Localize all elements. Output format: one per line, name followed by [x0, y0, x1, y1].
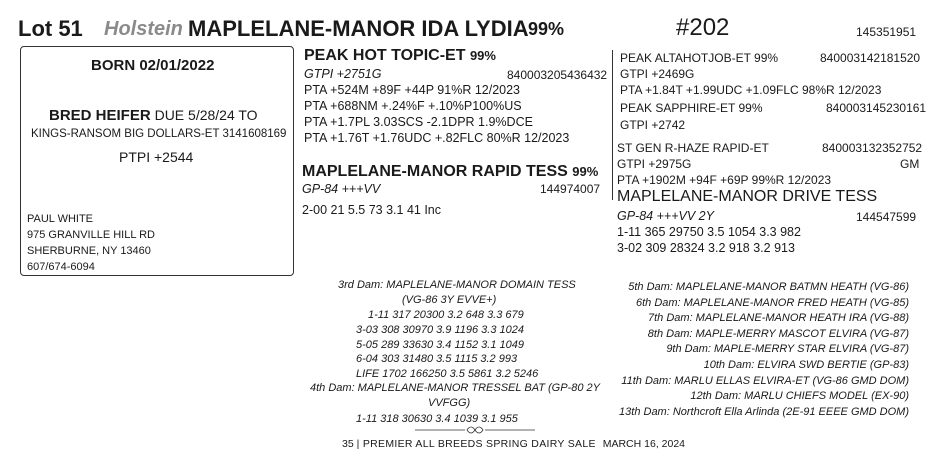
later-dams-list	[619, 280, 909, 420]
fourth-dam-classification: VVFGG)	[428, 397, 471, 409]
sire-gtpi: GTPI +2751G	[304, 67, 382, 81]
birth-date: BORN 02/01/2022	[91, 57, 215, 74]
owner-city: SHERBURNE, NY 13460	[27, 245, 151, 257]
dam-sire-reg: 840003132352752	[822, 141, 923, 155]
dam-ancestor: 11th Dam: MARLU ELLAS ELVIRA-ET (VG-86 GMD DOM)	[621, 374, 909, 387]
dam-sire-name: ST GEN R-HAZE RAPID-ET	[617, 141, 769, 155]
breed: Holstein	[104, 18, 183, 40]
granddam-name: MAPLELANE-MANOR DRIVE TESS	[617, 188, 878, 205]
due-date: DUE 5/28/24 TO	[154, 107, 258, 123]
dam-reg: 144974007	[540, 182, 601, 196]
dam-ancestor: 10th Dam: ELVIRA SWD BERTIE (GP-83)	[703, 358, 909, 371]
owner-name: PAUL WHITE	[27, 213, 94, 225]
animal-percent: 99%	[528, 19, 565, 39]
sire-pta-line: PTA +1.76T +1.76UDC +.82FLC 80%R 12/2023	[304, 131, 570, 145]
third-dam-classification: (VG-86 3Y EVVE+)	[402, 294, 497, 306]
animal-name: MAPLELANE-MANOR IDA LYDIA	[188, 16, 529, 41]
third-dam-name: 3rd Dam: MAPLELANE-MANOR DOMAIN TESS	[338, 279, 576, 291]
ornament-divider	[415, 423, 535, 437]
stall-number: #202	[676, 14, 730, 41]
sire-pta-line: PTA +1.7PL 3.03SCS -2.1DPR 1.9%DCE	[304, 115, 533, 129]
lot-number: Lot 51	[18, 16, 83, 41]
sire-pta-line: PTA +524M +89F +44P 91%R 12/2023	[304, 83, 521, 97]
sire-sire-pta: PTA +1.84T +1.99UDC +1.09FLC 98%R 12/2023	[620, 83, 882, 97]
sale-name: | PREMIER ALL BREEDS SPRING DAIRY SALE	[356, 438, 596, 450]
dam-record: 2-00 21 5.5 73 3.1 41 Inc	[302, 203, 441, 217]
dam-ancestor: 9th Dam: MAPLE-MERRY STAR ELVIRA (VG-87)	[666, 343, 909, 356]
sire-dam-reg: 840003145230161	[826, 101, 927, 115]
sire-reg: 840003205436432	[507, 68, 608, 82]
registration-number: 145351951	[856, 25, 917, 39]
ptpi: PTPI +2544	[119, 149, 194, 165]
bred-status	[49, 107, 258, 124]
sire-name: PEAK HOT TOPIC-ET 99%	[304, 47, 496, 64]
dam-sire-gtpi: GTPI +2975G	[617, 157, 692, 171]
pedigree-divider	[612, 50, 613, 200]
sire-sire-gtpi: GTPI +2469G	[620, 67, 695, 81]
owner-street: 975 GRANVILLE HILL RD	[27, 229, 155, 241]
third-dam-record: 3-03 308 30970 3.9 1196 3.3 1024	[356, 324, 525, 336]
dam-ancestor: 7th Dam: MAPLELANE-MANOR HEATH IRA (VG-88)	[648, 312, 909, 325]
granddam-classification: GP-84 +++VV 2Y	[617, 209, 714, 223]
status-label: BRED HEIFER	[49, 107, 151, 124]
page-footer	[342, 438, 685, 450]
sire-pta-line: PTA +688NM +.24%F +.10%P100%US	[304, 99, 522, 113]
third-dam-record: LIFE 1702 166250 3.5 5861 3.2 5246	[356, 368, 539, 380]
dam-ancestor: 6th Dam: MAPLELANE-MANOR FRED HEATH (VG-85)	[635, 296, 909, 309]
page-number: 35	[342, 438, 354, 450]
fourth-dam-name: 4th Dam: MAPLELANE-MANOR TRESSEL BAT (GP-80 2Y	[310, 382, 600, 394]
dam-classification: GP-84 +++VV	[302, 182, 381, 196]
dam-name: MAPLELANE-MANOR RAPID TESS 99%	[302, 163, 599, 180]
third-dam-record: 5-05 289 33630 3.4 1152 3.1 1049	[356, 339, 525, 351]
third-dam-record: 1-11 317 20300 3.2 648 3.3 679	[368, 309, 524, 321]
sire-sire-reg: 840003142181520	[820, 51, 921, 65]
info-box	[20, 46, 294, 276]
granddam-record: 1-11 365 29750 3.5 1054 3.3 982	[617, 225, 801, 239]
fourth-dam-record: 1-11 318 30630 3.4 1039 3.1 955	[356, 413, 518, 425]
granddam-record: 3-02 309 28324 3.2 918 3.2 913	[617, 241, 795, 255]
sire-sire-name: PEAK ALTAHOTJOB-ET 99%	[620, 51, 779, 65]
owner-phone: 607/674-6094	[27, 261, 95, 273]
dam-ancestor: 5th Dam: MAPLELANE-MANOR BATMN HEATH (VG-86)	[628, 281, 909, 293]
sire-dam-name: PEAK SAPPHIRE-ET 99%	[620, 101, 763, 115]
sire-dam-gtpi: GTPI +2742	[620, 118, 686, 132]
service-sire: KINGS-RANSOM BIG DOLLARS-ET 3141608169	[31, 128, 287, 140]
dam-ancestor: 8th Dam: MAPLE-MERRY MASCOT ELVIRA (VG-87)	[647, 327, 909, 340]
sale-date: MARCH 16, 2024	[602, 438, 686, 450]
granddam-reg: 144547599	[856, 210, 917, 224]
third-dam-record: 6-04 303 31480 3.5 1115 3.2 993	[356, 353, 518, 365]
dam-sire-pta: PTA +1902M +94F +69P 99%R 12/2023	[617, 173, 832, 187]
dam-sire-gm: GM	[900, 157, 920, 171]
dam-ancestor: 13th Dam: Northcroft Ella Arlinda (2E-91 EEEE GMD DOM)	[619, 405, 909, 418]
dam-ancestor: 12th Dam: MARLU CHIEFS MODEL (EX-90)	[690, 390, 909, 403]
